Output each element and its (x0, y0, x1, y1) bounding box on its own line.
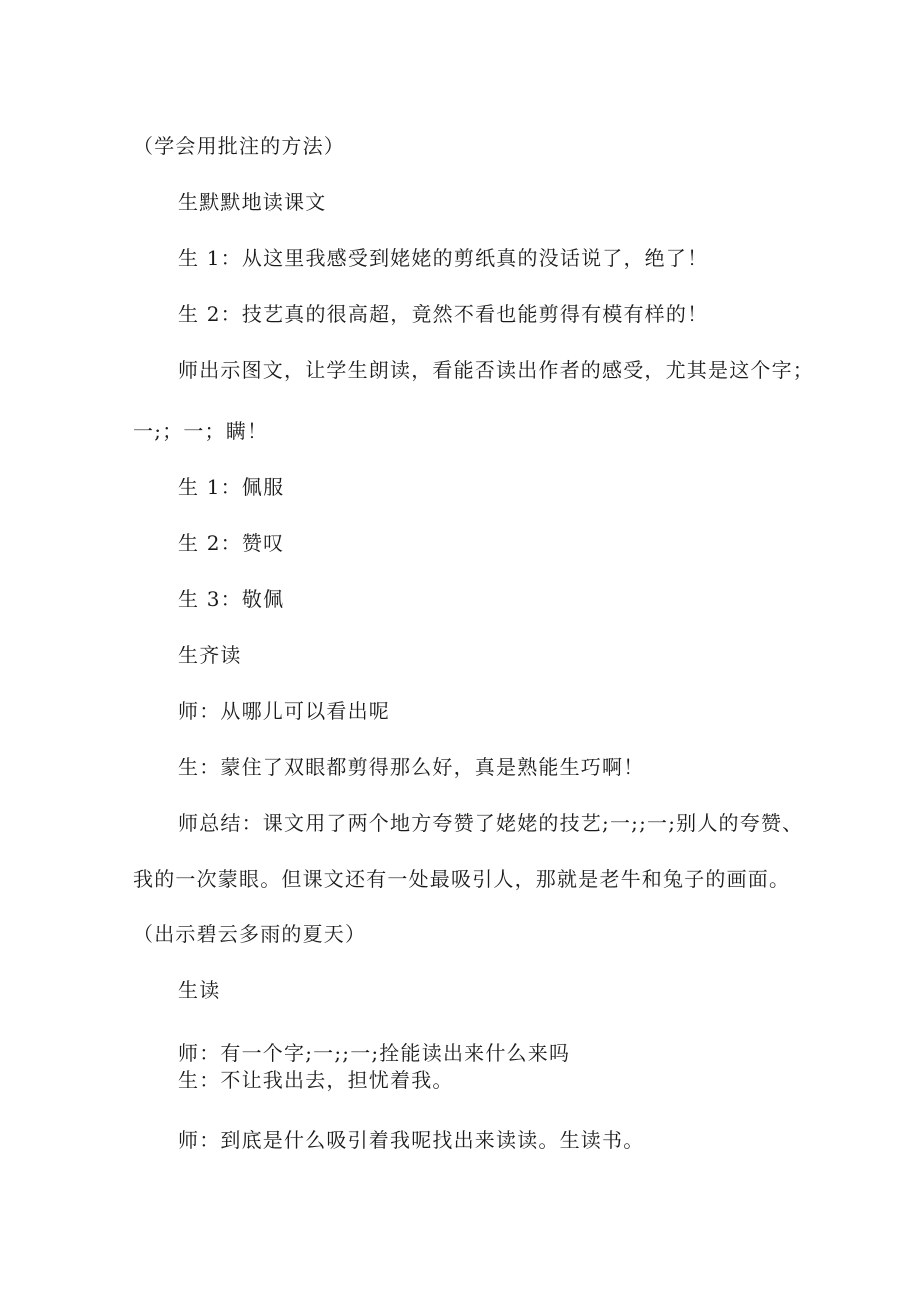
text-line: （出示碧云多雨的夏天） (133, 922, 367, 946)
text-line: 生：不让我出去，担忧着我。 (178, 1068, 454, 1092)
text-line: 师：从哪儿可以看出呢 (178, 699, 390, 723)
text-line: 生 1：佩服 (178, 475, 285, 499)
text-line: 生：蒙住了双眼都剪得那么好，真是熟能生巧啊！ (178, 755, 645, 779)
text-line: 师出示图文，让学生朗读，看能否读出作者的感受，尤其是这个字； (178, 358, 814, 382)
text-line: 生 2：技艺真的很高超，竟然不看也能剪得有模有样的！ (178, 302, 709, 326)
text-line: 生默默地读课文 (178, 190, 327, 214)
text-line: 我的一次蒙眼。但课文还有一处最吸引人，那就是老牛和兔子的画面。 (133, 867, 791, 891)
text-line: 生 2：赞叹 (178, 531, 285, 555)
text-line: 生齐读 (178, 643, 242, 667)
text-line: 一;；一；瞒！ (133, 419, 269, 443)
text-line: 师：有一个字;一;;一;拴能读出来什么来吗 (178, 1041, 571, 1065)
text-line: 生读 (178, 978, 221, 1002)
text-line: 师：到底是什么吸引着我呢找出来读读。生读书。 (178, 1128, 645, 1152)
text-line: 师总结：课文用了两个地方夸赞了姥姥的技艺;一;;一;别人的夸赞、 (178, 811, 804, 835)
text-line: （学会用批注的方法） (133, 134, 345, 158)
text-line: 生 1：从这里我感受到姥姥的剪纸真的没话说了，绝了！ (178, 246, 709, 270)
text-line: 生 3：敬佩 (178, 587, 285, 611)
